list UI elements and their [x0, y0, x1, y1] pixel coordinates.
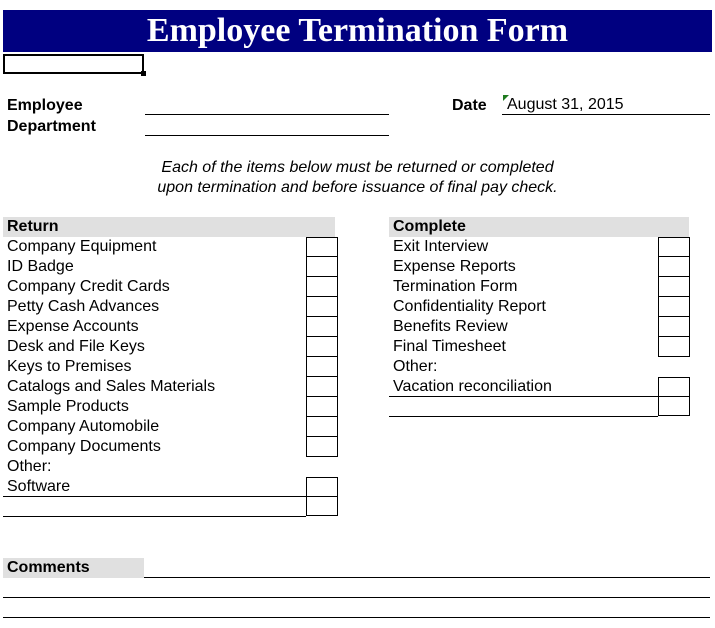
checkbox[interactable]	[658, 257, 690, 277]
checkbox[interactable]	[306, 437, 338, 457]
checkbox[interactable]	[306, 237, 338, 257]
checkbox[interactable]	[306, 496, 338, 516]
other-line	[389, 396, 658, 397]
title-bar	[3, 10, 712, 52]
date-value[interactable]: August 31, 2015	[507, 96, 624, 113]
form-title: Employee Termination Form	[146, 12, 569, 49]
selected-cell[interactable]	[3, 54, 144, 74]
list-item: Company Automobile	[7, 418, 160, 435]
department-label: Department	[7, 118, 96, 135]
checkbox[interactable]	[658, 317, 690, 337]
checkbox[interactable]	[306, 357, 338, 377]
comments-label: Comments	[3, 558, 144, 578]
complete-checkboxes	[658, 237, 690, 357]
comments-line[interactable]	[3, 597, 710, 598]
list-item: Termination Form	[393, 278, 518, 295]
date-field-line	[502, 114, 710, 115]
checkbox[interactable]	[306, 337, 338, 357]
checkbox[interactable]	[306, 417, 338, 437]
other-label: Other:	[393, 358, 438, 375]
checkbox[interactable]	[306, 377, 338, 397]
employee-label: Employee	[7, 97, 83, 114]
checkbox[interactable]	[306, 257, 338, 277]
checkbox[interactable]	[658, 297, 690, 317]
list-item: Expense Reports	[393, 258, 516, 275]
list-item: ID Badge	[7, 258, 74, 275]
checkbox[interactable]	[306, 397, 338, 417]
other-label: Other:	[7, 458, 52, 475]
list-item: Confidentiality Report	[393, 298, 546, 315]
list-item: Company Documents	[7, 438, 161, 455]
checkbox[interactable]	[658, 277, 690, 297]
complete-list	[389, 237, 552, 397]
return-list	[3, 237, 215, 497]
list-item: Sample Products	[7, 398, 129, 415]
checkbox[interactable]	[306, 477, 338, 497]
return-checkboxes	[306, 237, 338, 457]
checkbox[interactable]	[658, 377, 690, 397]
instructions-line-1: Each of the items below must be returned or completed	[161, 159, 554, 176]
return-header: Return	[3, 217, 335, 237]
list-item: Company Credit Cards	[7, 278, 170, 295]
list-item: Company Equipment	[7, 238, 157, 255]
comments-line[interactable]	[144, 577, 710, 578]
list-item: Petty Cash Advances	[7, 298, 160, 315]
checkbox[interactable]	[658, 396, 690, 416]
checkbox[interactable]	[306, 317, 338, 337]
list-item: Expense Accounts	[7, 318, 139, 335]
complete-header: Complete	[389, 217, 689, 237]
list-item: Exit Interview	[393, 238, 489, 255]
date-label: Date	[452, 97, 487, 114]
comments-line[interactable]	[3, 617, 710, 618]
list-item: Desk and File Keys	[7, 338, 145, 355]
list-item: Vacation reconciliation	[393, 378, 552, 395]
other-line	[3, 496, 306, 497]
list-item: Software	[7, 478, 71, 495]
list-item: Benefits Review	[393, 318, 508, 335]
checkbox[interactable]	[658, 337, 690, 357]
instructions-line-2: upon termination and before issuance of final pay check.	[157, 179, 558, 196]
other-line[interactable]	[3, 516, 306, 517]
other-line[interactable]	[389, 416, 658, 417]
department-field[interactable]	[145, 135, 389, 136]
employee-field[interactable]	[145, 114, 389, 115]
list-item: Final Timesheet	[393, 338, 506, 355]
list-item: Keys to Premises	[7, 358, 132, 375]
list-item: Catalogs and Sales Materials	[7, 378, 216, 395]
checkbox[interactable]	[306, 297, 338, 317]
checkbox[interactable]	[306, 277, 338, 297]
fill-handle[interactable]	[141, 71, 146, 76]
checkbox[interactable]	[658, 237, 690, 257]
